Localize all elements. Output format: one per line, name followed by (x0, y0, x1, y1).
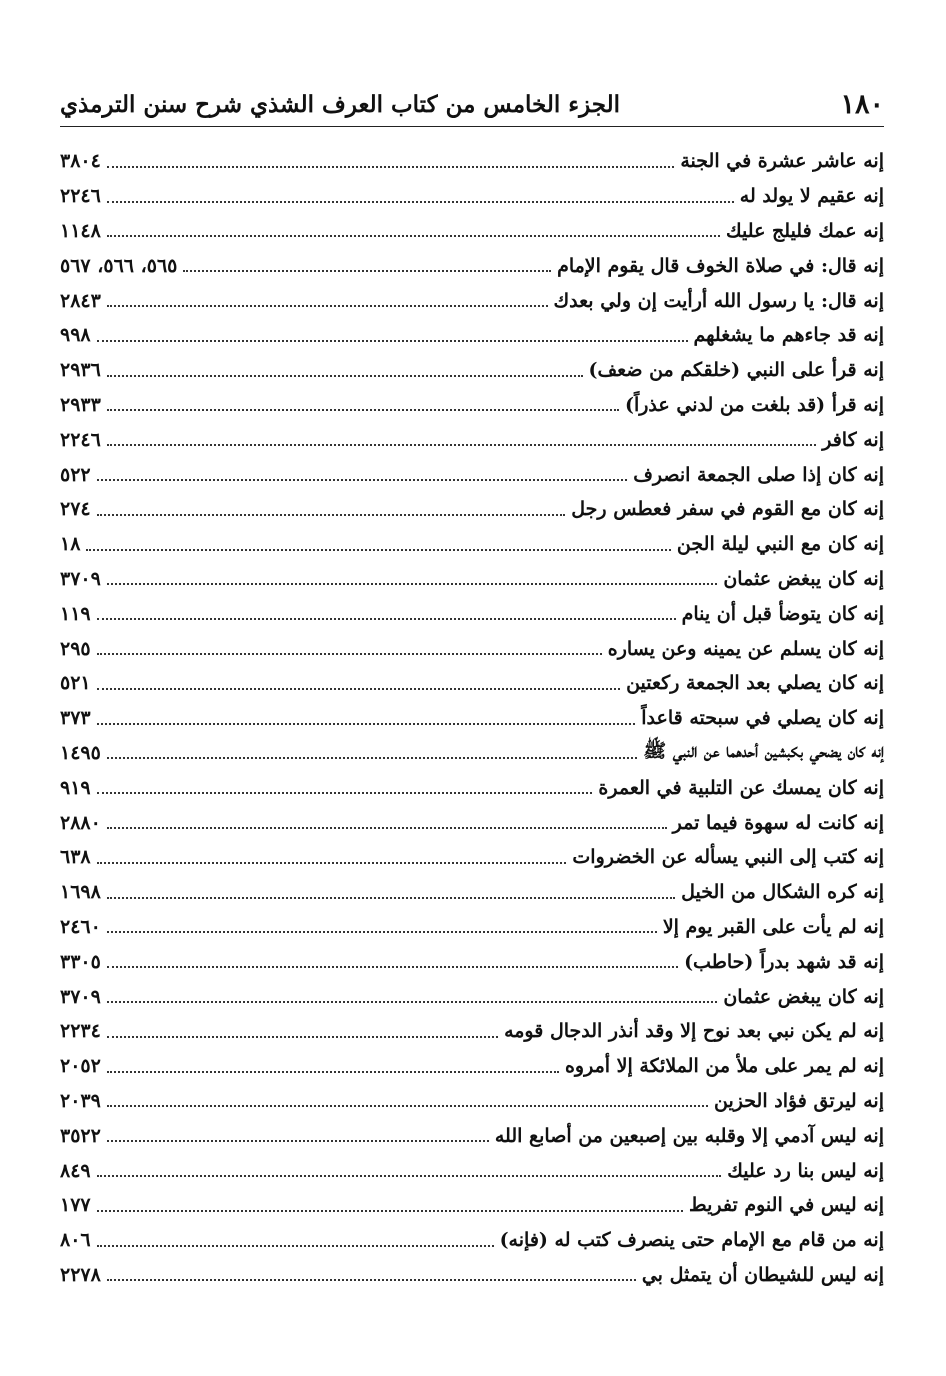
page-number: ١٨٠ (840, 88, 884, 120)
page-title: الجزء الخامس من كتاب العرف الشذي شرح سنن الترمذي (60, 90, 621, 118)
leader-dots (107, 305, 548, 307)
leader-dots (107, 827, 667, 829)
entry-text: إنه عمك فليلج عليك (726, 219, 884, 242)
entry-reference: ٣٨٠٤ (60, 150, 101, 173)
index-entry (60, 1223, 884, 1258)
index-entry (60, 701, 884, 736)
index-entry (60, 1084, 884, 1119)
entry-reference: ٢٩٥ (60, 637, 91, 660)
leader-dots (107, 1001, 718, 1003)
entry-reference: ٣٧٠٩ (60, 567, 101, 590)
entry-reference: ٥٦٥، ٥٦٦، ٥٦٧ (60, 254, 178, 277)
entry-text: إنه قرأ (قد بلغت من لدني عذراً) (624, 393, 884, 416)
index-entry (60, 283, 884, 318)
index-entry (60, 422, 884, 457)
index-entry (60, 214, 884, 249)
leader-dots (107, 1036, 498, 1038)
entry-text: إنه كتب إلى النبي يسأله عن الخضروات (572, 846, 884, 869)
entry-reference: ٣٥٢٢ (60, 1124, 101, 1147)
leader-dots (107, 1140, 489, 1142)
entry-reference: ٨٤٩ (60, 1159, 91, 1182)
leader-dots (97, 792, 593, 794)
leader-dots (107, 166, 675, 168)
entry-reference: ٥٢٢ (60, 463, 91, 486)
leader-dots (107, 201, 734, 203)
entry-text: إنه عاشر عشرة في الجنة (680, 150, 884, 173)
index-entry (60, 666, 884, 701)
index-entry (60, 944, 884, 979)
entry-text: إنه كان يمسك عن التلبية في العمرة (598, 776, 884, 799)
index-entry (60, 736, 884, 771)
index-entry (60, 631, 884, 666)
entry-reference: ٣٧٠٩ (60, 985, 101, 1008)
entry-reference: ٢٩٣٦ (60, 359, 101, 382)
index-entry (60, 1049, 884, 1084)
entry-reference: ١٤٩٥ (60, 741, 101, 764)
entry-text: إنه ليرتق فؤاد الحزين (714, 1089, 884, 1112)
entry-reference: ٢٨٨٠ (60, 811, 101, 834)
entry-reference: ٢٧٤ (60, 498, 91, 521)
entry-reference: ٢٢٣٤ (60, 1020, 101, 1043)
entry-reference: ٩١٩ (60, 776, 91, 799)
leader-dots (107, 444, 816, 446)
entry-text: إنه لم يكن نبي بعد نوح إلا وقد أنذر الدجال قومه (504, 1020, 884, 1043)
index-entry (60, 527, 884, 562)
leader-dots (107, 897, 675, 899)
entry-text: إنه كان يبغض عثمان (723, 985, 884, 1008)
index-entry (60, 1258, 884, 1293)
page-header (60, 82, 884, 127)
entry-reference: ٢٩٣٣ (60, 393, 101, 416)
leader-dots (97, 723, 636, 725)
entry-reference: ٣٧٣ (60, 707, 91, 730)
entry-text: إنه كان إذا صلى الجمعة انصرف (633, 463, 884, 486)
entry-text: إنه كان يصلي بعد الجمعة ركعتين (626, 672, 884, 695)
index-entry (60, 1153, 884, 1188)
entry-text: إنه كان يسلم عن يمينه وعن يساره (607, 637, 884, 660)
index-entry (60, 840, 884, 875)
index-entry (60, 596, 884, 631)
leader-dots (97, 1245, 494, 1247)
leader-dots (107, 235, 720, 237)
leader-dots (183, 270, 551, 272)
index-entry (60, 179, 884, 214)
entry-text: إنه كره الشكال من الخيل (681, 881, 884, 904)
entry-text: إنه لم يمر على ملأ من الملائكة إلا أمروه (564, 1055, 884, 1078)
index-entry (60, 144, 884, 179)
entry-reference: ٢٢٤٦ (60, 185, 101, 208)
entry-reference: ٢٢٤٦ (60, 428, 101, 451)
entry-text: إنه عقيم لا يولد له (739, 185, 884, 208)
entry-text: إنه قال: يا رسول الله أرأيت إن ولي بعدك (553, 289, 884, 312)
index-entry (60, 1014, 884, 1049)
entry-text: إنه ليس بنا رد عليك (727, 1159, 884, 1182)
entry-reference: ٢٤٦٠ (60, 915, 101, 938)
index-entry (60, 875, 884, 910)
index-entry (60, 492, 884, 527)
entry-reference: ٢٢٧٨ (60, 1263, 101, 1286)
index-entry (60, 388, 884, 423)
leader-dots (97, 653, 602, 655)
entry-reference: ٦٣٨ (60, 846, 91, 869)
leader-dots (107, 1279, 636, 1281)
index-entry (60, 318, 884, 353)
entry-text: إنه كان يبغض عثمان (723, 567, 884, 590)
entry-reference: ٢٠٥٢ (60, 1055, 101, 1078)
entry-text: إنه كان يضحي بكبشين أحدهما عن النبي ﷺ (643, 739, 884, 762)
index-entry (60, 353, 884, 388)
entry-text: إنه قال: في صلاة الخوف قال يقوم الإمام (557, 254, 884, 277)
leader-dots (107, 409, 619, 411)
index-entry (60, 248, 884, 283)
entry-reference: ٢٠٣٩ (60, 1089, 101, 1112)
index-entry (60, 457, 884, 492)
entry-text: إنه كافر (822, 428, 884, 451)
index-entry (60, 1188, 884, 1223)
leader-dots (97, 1210, 683, 1212)
index-entry (60, 979, 884, 1014)
index-entry (60, 805, 884, 840)
leader-dots (107, 1105, 708, 1107)
leader-dots (107, 966, 678, 968)
entry-text: إنه كان يصلي في سبحته قاعداً (641, 707, 884, 730)
entry-text: إنه كانت له سهوة فيما تمر (672, 811, 884, 834)
entry-reference: ٣٣٠٥ (60, 950, 101, 973)
leader-dots (107, 757, 637, 759)
entry-reference: ١١٤٨ (60, 219, 101, 242)
leader-dots (97, 862, 567, 864)
entry-reference: ٨٠٦ (60, 1229, 91, 1252)
entry-reference: ١٦٩٨ (60, 881, 101, 904)
entry-reference: ١١٩ (60, 602, 91, 625)
leader-dots (86, 549, 671, 551)
leader-dots (107, 1071, 559, 1073)
leader-dots (97, 618, 676, 620)
entry-reference: ٩٩٨ (60, 324, 91, 347)
leader-dots (97, 688, 620, 690)
index-list (60, 144, 884, 1292)
entry-text: إنه ليس آدمي إلا وقلبه بين إصبعين من أصابع الله (494, 1124, 884, 1147)
index-entry (60, 770, 884, 805)
leader-dots (107, 931, 657, 933)
entry-reference: ٥٢١ (60, 672, 91, 695)
entry-reference: ١٨ (60, 533, 81, 556)
leader-dots (97, 514, 566, 516)
index-entry (60, 910, 884, 945)
index-entry (60, 562, 884, 597)
entry-text: إنه ليس للشيطان أن يتمثل بي (641, 1263, 884, 1286)
entry-reference: ٢٨٤٣ (60, 289, 101, 312)
leader-dots (97, 479, 628, 481)
leader-dots (97, 1175, 722, 1177)
entry-text: إنه قد جاءهم ما يشغلهم (693, 324, 884, 347)
entry-text: إنه ليس في النوم تفريط (689, 1194, 884, 1217)
leader-dots (97, 340, 688, 342)
entry-text: إنه قرأ على النبي (خلقكم من ضعف) (588, 359, 884, 382)
entry-text: إنه لم يأت على القبر يوم إلا (662, 915, 884, 938)
leader-dots (107, 375, 583, 377)
index-entry (60, 1118, 884, 1153)
entry-text: إنه كان يتوضأ قبل أن ينام (681, 602, 884, 625)
entry-text: إنه من قام مع الإمام حتى ينصرف كتب له (فإنه) (499, 1229, 884, 1252)
entry-text: إنه قد شهد بدراً (حاطب) (684, 950, 884, 973)
entry-text: إنه كان مع القوم في سفر فعطس رجل (571, 498, 884, 521)
entry-text: إنه كان مع النبي ليلة الجن (676, 533, 884, 556)
leader-dots (107, 583, 718, 585)
entry-reference: ١٧٧ (60, 1194, 91, 1217)
